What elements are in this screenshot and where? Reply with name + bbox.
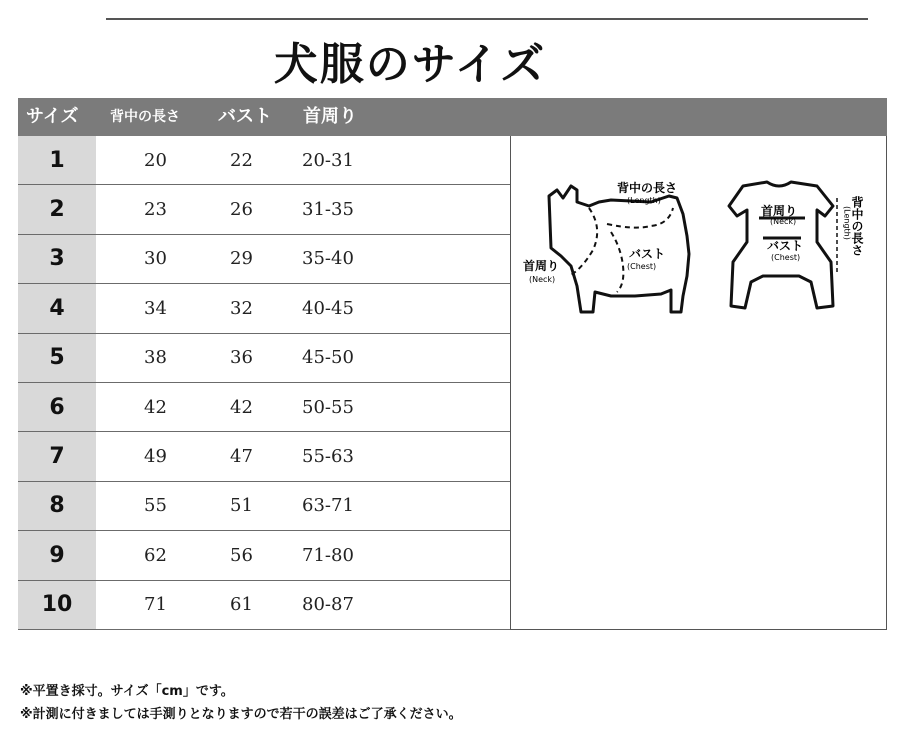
- header-neck: 首周り: [303, 106, 357, 127]
- length-cell: 23: [144, 199, 167, 221]
- neck-cell: 80-87: [302, 594, 354, 616]
- length-cell: 30: [144, 248, 167, 270]
- garment-chest-en: (Chest): [771, 253, 801, 262]
- size-cell: 8: [18, 482, 96, 530]
- chest-cell: 26: [230, 199, 253, 221]
- neck-cell: 40-45: [302, 297, 354, 319]
- chest-cell: 36: [230, 347, 253, 369]
- garment-length-label: 背中の長さ: [850, 196, 864, 256]
- table-row: [18, 235, 510, 284]
- chest-cell: 61: [230, 594, 253, 616]
- dog-chest-label: バスト: [629, 247, 666, 261]
- length-cell: 62: [144, 544, 167, 566]
- table-row: [18, 432, 510, 481]
- neck-cell: 31-35: [302, 199, 354, 221]
- neck-cell: 50-55: [302, 396, 354, 418]
- length-cell: 71: [144, 594, 167, 616]
- dog-neck-en: (Neck): [529, 275, 556, 284]
- chest-cell: 32: [230, 297, 253, 319]
- neck-cell: 55-63: [302, 446, 354, 468]
- neck-cell: 71-80: [302, 544, 354, 566]
- note-measurement: ※平置き採寸。サイズ「cm」です。: [20, 684, 234, 699]
- length-cell: 42: [144, 396, 167, 418]
- size-cell: 6: [18, 383, 96, 431]
- dog-chest-en: (Chest): [627, 262, 657, 271]
- table-row: [18, 581, 510, 630]
- size-cell: 7: [18, 432, 96, 480]
- chest-cell: 56: [230, 544, 253, 566]
- size-cell: 10: [18, 581, 96, 629]
- table-row: [18, 482, 510, 531]
- chest-cell: 22: [230, 149, 253, 171]
- top-divider: [106, 18, 868, 20]
- chest-cell: 47: [230, 446, 253, 468]
- garment-neck-label: 首周り: [761, 204, 798, 218]
- neck-cell: 20-31: [302, 149, 354, 171]
- table-row: [18, 136, 510, 185]
- length-cell: 55: [144, 495, 167, 517]
- size-chart: [18, 98, 887, 630]
- length-cell: 38: [144, 347, 167, 369]
- dog-neck-label: 首周り: [523, 259, 560, 273]
- garment-chest-label: バスト: [767, 239, 804, 253]
- table-header: [18, 98, 887, 136]
- chest-cell: 29: [230, 248, 253, 270]
- table-row: [18, 185, 510, 234]
- length-cell: 49: [144, 446, 167, 468]
- size-cell: 2: [18, 185, 96, 233]
- size-cell: 3: [18, 235, 96, 283]
- table-row: [18, 383, 510, 432]
- header-chest: バスト: [218, 106, 272, 127]
- chest-cell: 42: [230, 396, 253, 418]
- size-table-body: [18, 136, 510, 630]
- table-row: [18, 531, 510, 580]
- neck-cell: 63-71: [302, 495, 354, 517]
- length-cell: 20: [144, 149, 167, 171]
- size-cell: 9: [18, 531, 96, 579]
- garment-neck-en: (Neck): [770, 217, 797, 226]
- neck-cell: 45-50: [302, 347, 354, 369]
- dog-length-en: (Length): [627, 196, 661, 205]
- garment-length-en: (Length): [842, 206, 852, 240]
- size-cell: 5: [18, 334, 96, 382]
- dog-length-label: 背中の長さ: [617, 181, 678, 195]
- notes: [20, 680, 462, 726]
- table-row: [18, 334, 510, 383]
- neck-cell: 35-40: [302, 248, 354, 270]
- measurement-illustration: [511, 136, 888, 630]
- size-cell: 1: [18, 136, 96, 184]
- table-row: [18, 284, 510, 333]
- note-error-margin: ※計測に付きましては手測りとなりますので若干の誤差はご了承ください。: [20, 707, 462, 722]
- page-title: 犬服のサイズ: [273, 39, 547, 90]
- size-cell: 4: [18, 284, 96, 332]
- chest-cell: 51: [230, 495, 253, 517]
- measurement-diagram: [510, 136, 887, 630]
- header-size: サイズ: [26, 106, 79, 127]
- header-length: 背中の長さ: [110, 109, 180, 125]
- length-cell: 34: [144, 297, 167, 319]
